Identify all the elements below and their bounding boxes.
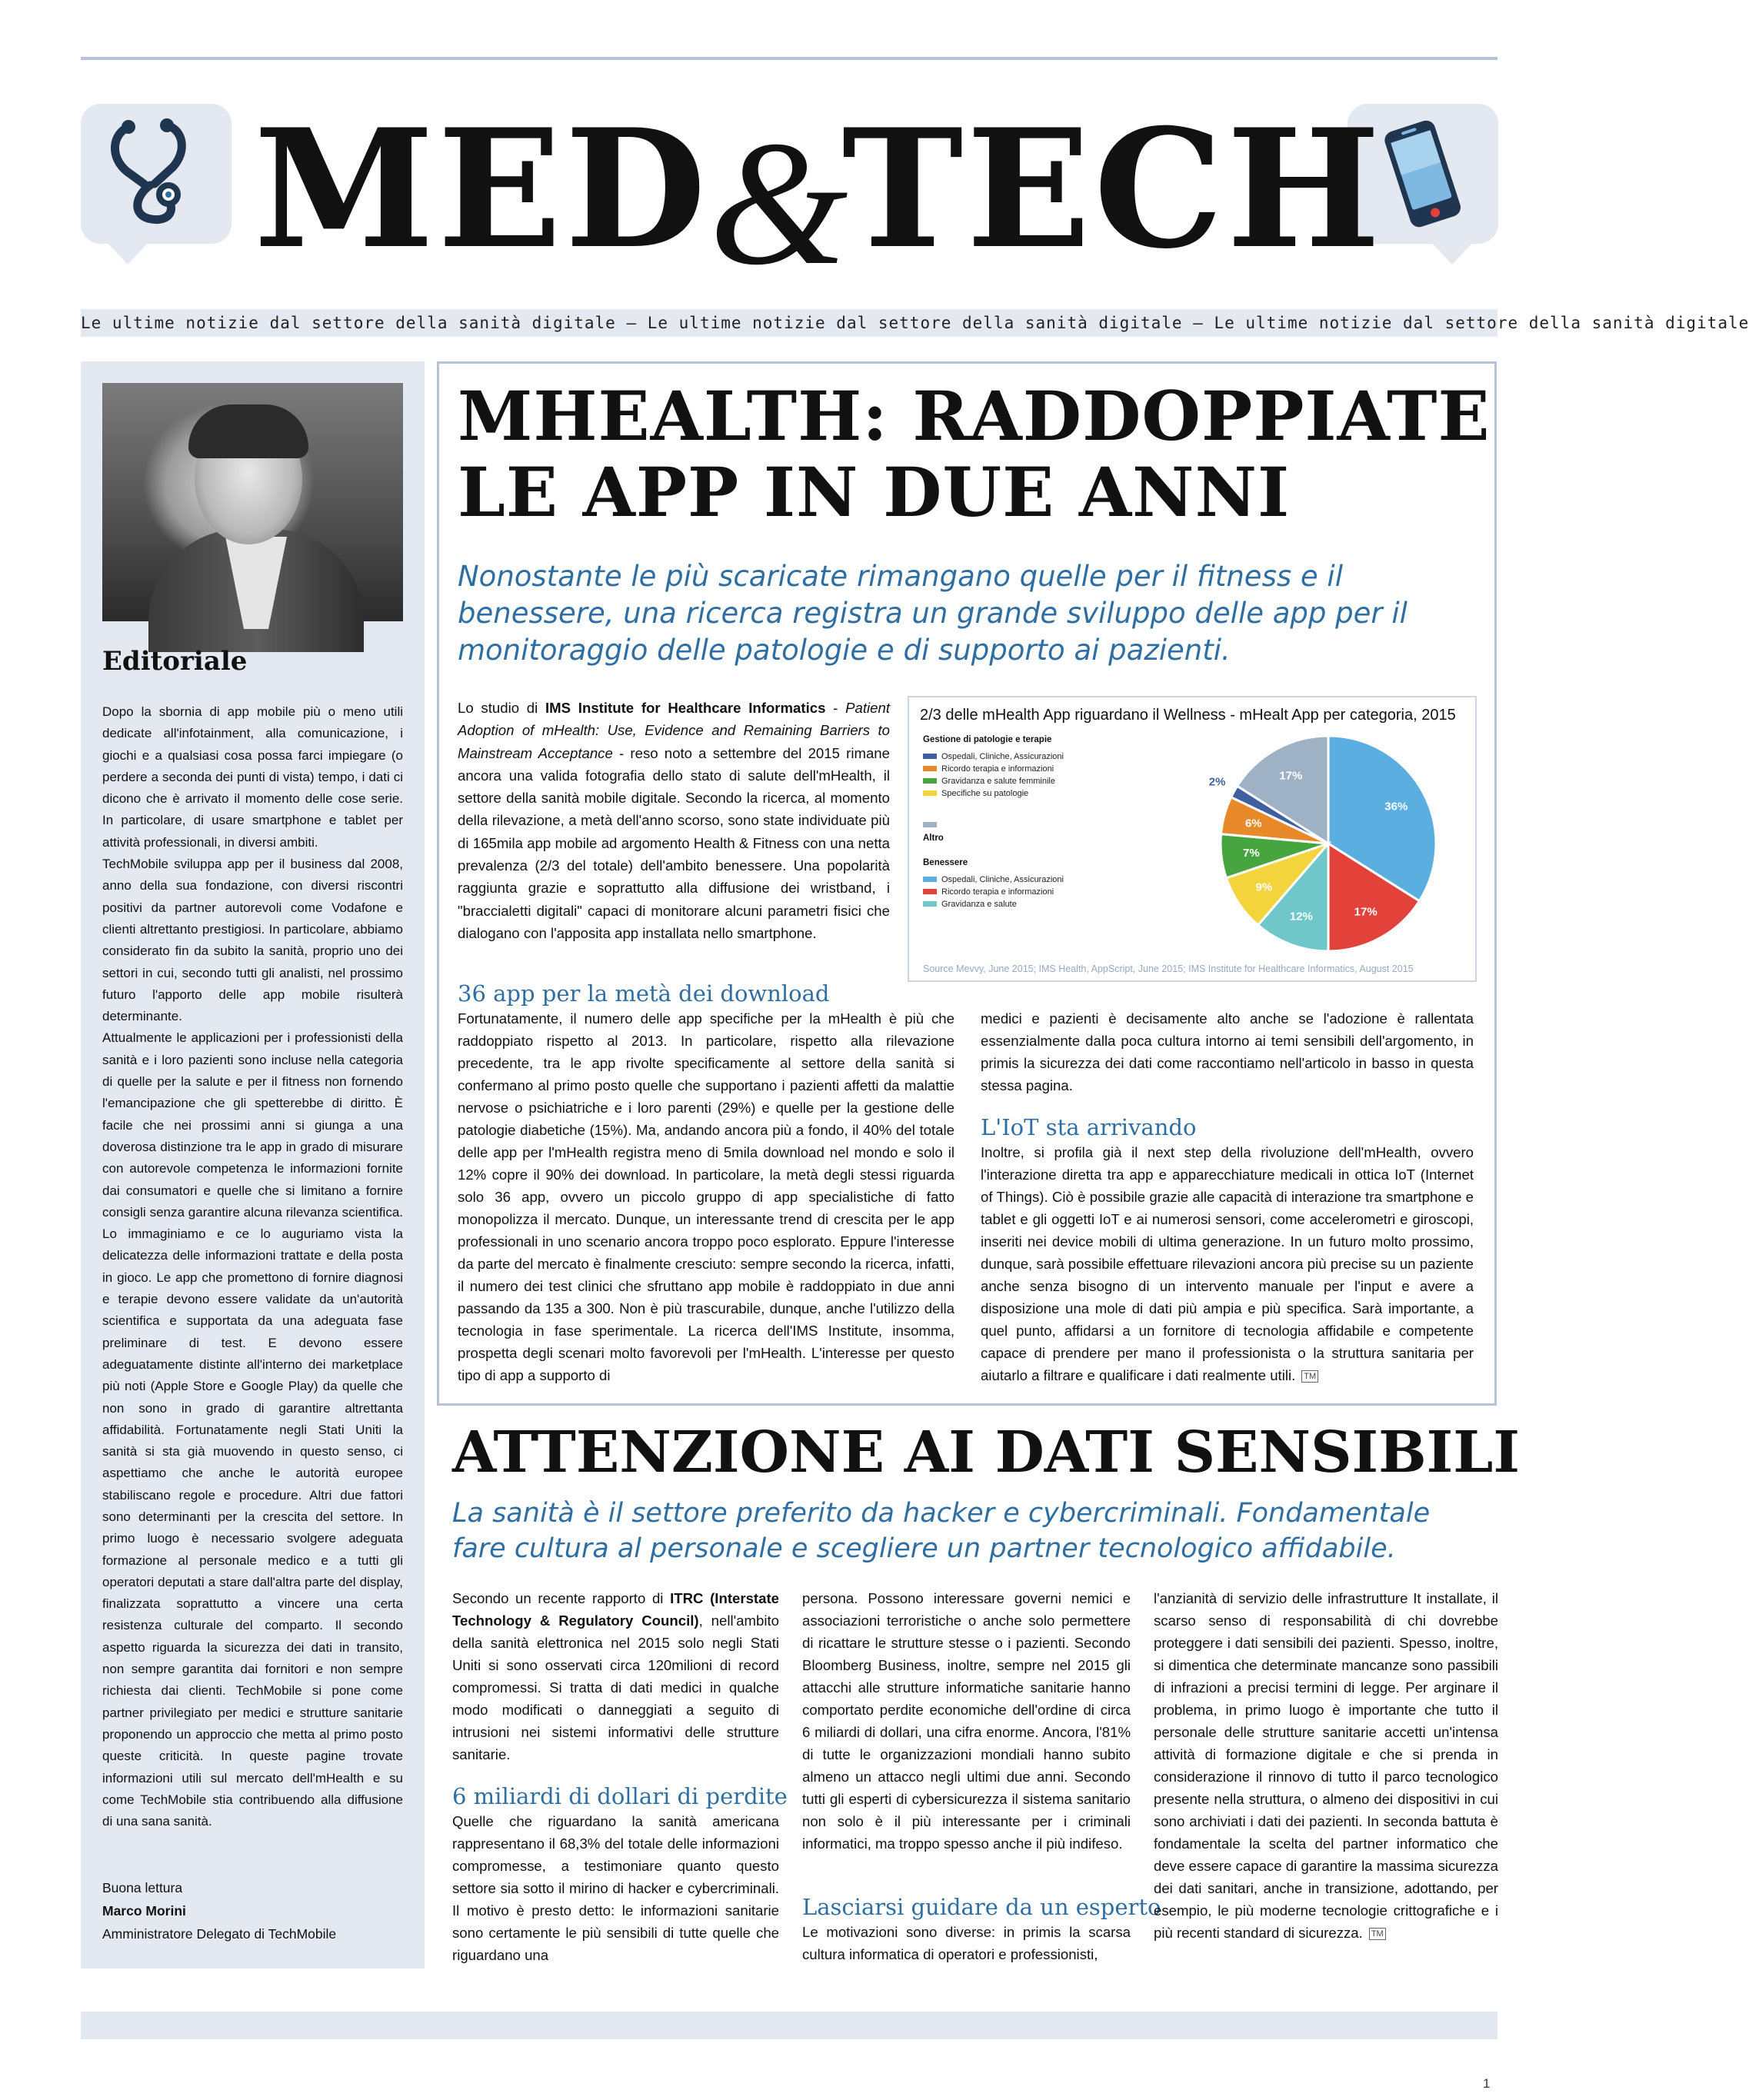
legend-group-1: Altro: [923, 834, 944, 843]
legend-swatch: [923, 877, 937, 882]
article1-title: [458, 378, 1491, 530]
legend-label: Ricordo terapia e informazioni: [941, 764, 1054, 774]
pie-label-4: 7%: [1243, 846, 1260, 860]
masthead-logo: [254, 83, 1384, 302]
legend-label: Ricordo terapia e informazioni: [941, 887, 1054, 897]
a2-c1-text-2: , nell'ambito della sanità elettronica nel 2015 solo negli Stati Uniti si sono osservati circa 120milioni di record compromessi. Si tratta di dati medici in qualche modo modificati o danneggiati a seguito di intrusioni nei sistemi informativi delle strutture sanitarie.: [452, 1612, 779, 1762]
article1-column-2b: [981, 1141, 1474, 1386]
signature-role: Amministratore Delegato di TechMobile: [102, 1926, 337, 1942]
a2-c1-source: ITRC (Interstate Technology & Regulatory Council): [452, 1590, 779, 1629]
legend-label: Gravidanza e salute: [941, 900, 1017, 909]
article2-column-2: persona. Possono interessare governi nemici e associazioni terroristiche o anche solo permettere di ricattare le strutture stesse o i pazienti. Secondo Bloomberg Business, inoltre, sempre nel 2015 gli attacchi alle strutture informatiche sanitarie hanno comportato perdite economiche dell'ordine di circa 6 miliardi di dollari, una cifra enorme. Ancora, l'81% di tutte le organizzazioni mondiali hanno subito almeno un attacco negli ultimi due anni. Secondo tutti gli esperti di cybersicurezza il sistema sanitario non solo è il più interessante per i criminali informatici, ma troppo spesso anche il più indifeso.: [802, 1590, 1131, 1852]
footer-bar: [81, 2012, 1497, 2039]
stethoscope-icon: [81, 104, 232, 244]
article1-column-1: Fortunatamente, il numero delle app specifiche per la mHealth è più che raddoppiato rispetto al 2013. In particolare, rispetto alla rilevazione precedente, tra le app rivolte specificamente al settore della sanità si confermano al primo posto quelle che supportano i pazienti affetti da malattie nervose o psichiatriche e i loro parenti (29%) e quelle per la gestione delle patologie diabetiche (15%). Ma, andando ancora più a fondo, il 40% del totale delle app per l'mHealth registra meno di 5mila download nel mondo e solo il 12% copre il 90% dei download. In particolare, la metà degli stessi riguarda solo 36 app, ovvero un piccolo gruppo di app specialistiche di fatto monopolizza il mercato. Dunque, un interessante trend di crescita per le app professionali in uno scenario ancora troppo poco esplorato. Eppure l'interesse da parte del mercato è finalmente cresciuto: sempre secondo la ricerca, infatti, il numero dei test clinici che sfruttano app mobile è raddoppiato in due anni passando da 135 a 300. Non è più trascurabile, dunque, anche l'utilizzo della tecnologia in fase sperimentale. La ricerca dell'IMS Institute, insomma, prospetta degli scenari molto favorevoli per l'mHealth. L'interesse per questo tipo di app a supporto di: [458, 1010, 954, 1383]
legend-swatch: [923, 889, 937, 894]
article2-title: ATTENZIONE AI DATI SENSIBILI: [452, 1419, 1520, 1486]
signature-name: Marco Morini: [102, 1903, 186, 1919]
article2-column-3: [1154, 1587, 1498, 1944]
article2-deck: La sanità è il settore preferito da hacker e cybercriminali. Fondamentale fare cultura al personale e scegliere un partner tecnologico affidabile.: [452, 1498, 1431, 1564]
smartphone-bubble-tail: [1432, 243, 1472, 265]
article1-intro: [458, 697, 890, 944]
a2-c1-text: Secondo un recente rapporto di: [452, 1590, 671, 1606]
legend-swatch: [923, 778, 937, 784]
tm-mark: TM: [1301, 1370, 1318, 1383]
chart-title: 2/3 delle mHealth App riguardano il Wellness - mHealt App per categoria, 2015: [920, 707, 1456, 724]
article2-column-1: [452, 1587, 779, 1766]
top-rule: [81, 57, 1497, 60]
chart-box: [908, 696, 1477, 982]
stethoscope-bubble: [81, 104, 232, 244]
author-photo: [102, 383, 403, 621]
legend-label: Ospedali, Cliniche, Assicurazioni: [941, 875, 1064, 884]
editorial-paragraph: Attualmente le applicazioni per i professionisti della sanità e i loro pazienti sono incluse nella categoria di quelle per la salute e per il fitness non fornendo l'emancipazione che gli spetterebbe di diritto. È facile che nei prossimi anni si giunga a una doverosa distinzione tra le app in grado di misurare con autorevole competenza le informazioni fornite dai consumatori e quelle che si limitano a fornire consigli senza garantire alcuna rilevanza scientifica. Lo immaginiamo e ce lo auguriamo vista la delicatezza delle informazioni trattate e della posta in gioco. Le app che promettono di fornire diagnosi e terapie devono essere validate da un'autorità scientifica e supportata da una adeguata fase preliminare di test. E devono essere adeguatamente distinte all'interno dei marketplace più noti (Apple Store e Google Play) da quelle che non sono in grado di garantire altrettanta affidabilità. Fortunatamente negli Stati Uniti la sanità si sta già muovendo in questo senso, ci aspettiamo che anche le autorità europee stabiliscano regole e procedure. Altri due fattori sono determinanti per la crescita del settore. In primo luogo è necessario svolgere adeguata formazione al personale medico e a tutti gli operatori deputati a stare dall'altra parte del display, finalizzata soprattutto a vincere una certa resistenza culturale del comparto. Il secondo aspetto riguarda la sicurezza dei dati in transito, non sempre garantita dai fornitori e non sempre richiesta dai clienti. TechMobile si pone come partner privilegiato per medici e strutture sanitarie proponendo un approccio che metta al primo posto queste criticità. In queste pagine trovate informazioni utili sul mercato dell'mHealth e su come TechMobile stia contribuendo alla diffusione di una sana sanità.: [102, 1030, 403, 1829]
article1-col2-p2: Inoltre, si profila già il next step della rivoluzione dell'mHealth, ovvero l'interazione diretta tra app e apparecchiature medicali in ottica IoT (Internet of Things). Ciò è possibile grazie alle capacità di interazione tra smartphone e tablet e gli oggetti IoT e ai numerosi sensori, come accelerometri e giroscopi, inseriti nei device mobili di ultima generazione. In un futuro molto prossimo, dunque, sarà possibile effettuare rilevazioni ancora più precise su un paziente anche senza bisogno di un intervento manuale per l'input e avere a disposizione una mole di dati più ampia e più specifica. Sarà importante, a quel punto, affidarsi a un fornitore di tecnologia affidabile e competente capace di prendere per mano il professionista o la struttura sanitaria per aiutarlo a filtrare e qualificare i dati realmente utili.: [981, 1144, 1474, 1383]
pie-label-3: 9%: [1255, 880, 1273, 894]
legend-swatch: [923, 901, 937, 907]
article1-subheading-1: 36 app per la metà dei download: [458, 980, 830, 1007]
editorial-body: [102, 701, 403, 1832]
pie-label-7: 17%: [1279, 769, 1303, 783]
article2-subheading-2: Lasciarsi guidare da un esperto: [802, 1894, 1161, 1920]
article1-column-2: [981, 1007, 1474, 1097]
article1-title-line2: LE APP IN DUE ANNI: [458, 451, 1291, 532]
intro-text-2: - reso noto a settembre del 2015 rimane ancora una valida fotografia dello stato di salute dell'mHealth, il settore della sanità mobile digitale. Secondo la ricerca, al momento della rilevazione, a metà dell'anno scorso, sono state individuate più di 165mila app mobile ad argomento Health & Fitness con una netta prevalenza (2/3 del totale) dell'ambito benessere. Una popolarità raggiunta grazie e soprattutto alla diffusione dei wristband, i "braccialetti digitali" capaci di monitorare alcuni parametri fisici che dialogano con l'apposita app installata nello smartphone.: [458, 744, 890, 941]
stethoscope-bubble-tail: [108, 243, 148, 265]
article2-column-1b: Quelle che riguardano la sanità americana rappresentano il 68,3% del totale delle informazioni compromesse, a testimoniare quanto questo settore sia sotto il mirino di hacker e cybercriminali. Il motivo è presto detto: le informazioni sanitarie sono certamente le più sensibili di tutte quelle che riguardano una: [452, 1813, 779, 1963]
masthead-ampersand: &: [709, 105, 842, 302]
pie-label-1: 17%: [1354, 905, 1378, 919]
pie-label-2: 12%: [1289, 910, 1313, 924]
pie-chart: [909, 697, 1475, 980]
signature-greeting: Buona lettura: [102, 1880, 183, 1895]
intro-source: IMS Institute for Healthcare Informatics: [545, 700, 826, 716]
article1-deck: Nonostante le più scaricate rimangano quelle per il fitness e il benessere, una ricerca registra un grande sviluppo delle app per il monitoraggio delle patologie e di supporto ai pazienti.: [458, 560, 1408, 667]
masthead-tech: TECH: [841, 93, 1384, 285]
chart-source: Source Mevvy, June 2015; IMS Health, AppScript, June 2015; IMS Institute for Healthcare Informatics, August 2015: [923, 963, 1414, 974]
masthead-med: MED: [254, 93, 710, 285]
editorial-paragraph: Dopo la sbornia di app mobile più o meno utili dedicate all'infotainment, alla comunicazione, i giochi e a qualsiasi cosa possa farci impiegare (o perdere a seconda dei punti di vista) tempo, i dati ci dicono che è arrivato il momento delle cose serie. In particolare, di usare smartphone e tablet per attività professionali, in diversi ambiti.: [102, 704, 403, 850]
legend-label: Specifiche su patologie: [941, 789, 1029, 798]
tm-mark-2: TM: [1369, 1928, 1386, 1940]
legend-group-2: Benessere: [923, 858, 968, 867]
article1-subheading-2: L'IoT sta arrivando: [981, 1114, 1197, 1140]
legend-swatch: [923, 822, 937, 827]
legend-group-0: Gestione di patologie e terapie: [923, 735, 1052, 744]
article2-column-2b: Le motivazioni sono diverse: in primis la scarsa cultura informatica di operatori e professionisti,: [802, 1924, 1131, 1962]
intro-sep: -: [825, 700, 846, 716]
editorial-signature: [102, 1876, 403, 1945]
pie-label-0: 36%: [1384, 800, 1408, 814]
legend-swatch: [923, 790, 937, 796]
article1-col2-p1: medici e pazienti è decisamente alto anche se l'adozione è rallentata essenzialmente dalla poca cultura intorno ai temi sensibili dell'argomento, in primis la sicurezza dei dati come raccontiamo nell'articolo in basso in questa stessa pagina.: [981, 1010, 1474, 1093]
intro-study-title: Patient Adoption of mHealth: Use, Evidence and Remaining Barriers to Mainstream Acceptance: [458, 700, 890, 761]
legend-swatch: [923, 766, 937, 771]
legend-label: Ospedali, Cliniche, Assicurazioni: [941, 752, 1064, 761]
a2-c3-text: l'anzianità di servizio delle infrastrutture It installate, il scarso senso di responsabilità di chi dovrebbe proteggere i dati sensibili dei pazienti. Spesso, inoltre, si dimentica che determinate mancanze sono passibili di infrazioni a precisi termini di legge. Per arginare il problema, in primo luogo è importante che tutto il personale delle strutture sanitarie accetti un'intensa attività di formazione digitale e che si prenda in considerazione il rinnovo di tutto il parco tecnologico presente nella struttura, o almeno dei dispositivi in cui sono archiviati i dati dei pazienti. In seconda battuta è fondamentale la scelta del partner informatico che deve essere capace di garantire la massima sicurezza dei dati sanitari, anche in transizione, adottando, per esempio, le più moderne tecnologie crittografiche e i più recenti standard di sicurezza.: [1154, 1590, 1498, 1941]
legend-label: Gravidanza e salute femminile: [941, 777, 1055, 786]
article1-title-line1: MHEALTH: RADDOPPIATE: [458, 376, 1491, 456]
pie-label-6: 2%: [1208, 775, 1226, 789]
editorial-title: Editoriale: [102, 646, 248, 677]
page-number: 1: [1483, 2076, 1491, 2091]
intro-text: Lo studio di: [458, 700, 545, 716]
editorial-paragraph: TechMobile sviluppa app per il business dal 2008, anno della sua fondazione, con diversi riscontri positivi da partner autorevoli come Vodafone e clienti altrettanto prestigiosi. In particolare, abbiamo considerato fin da subito la sanità, proprio uno dei settori in cui, secondo tutti gli analisti, nel prossimo futuro l'apporto delle app mobile risulterà determinante.: [102, 857, 403, 1024]
photo-hair: [188, 404, 308, 458]
tagline-bar: Le ultime notizie dal settore della sanità digitale – Le ultime notizie dal settore della sanità digitale – Le ultime notizie dal settore della sanità digitale: [81, 309, 1497, 337]
article2-subheading-1: 6 miliardi di dollari di perdite: [452, 1783, 788, 1809]
legend-swatch: [923, 754, 937, 759]
pie-label-5: 6%: [1244, 817, 1262, 830]
